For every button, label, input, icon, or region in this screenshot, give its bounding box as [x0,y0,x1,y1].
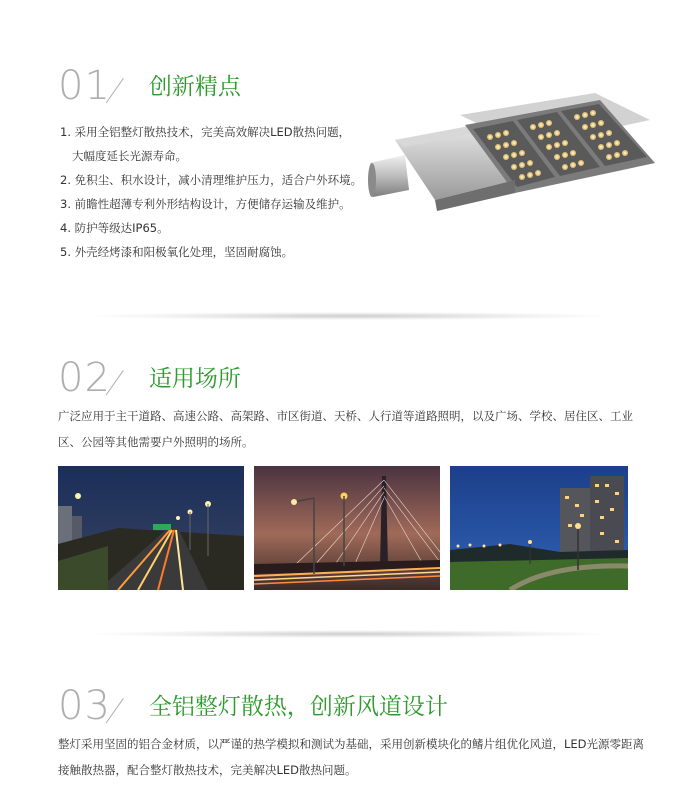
section-1-slash-divider [113,76,135,106]
section-1-number: 01 [58,63,111,109]
section-2-slash-divider [113,368,135,398]
feature-item-continuation [60,144,380,168]
section-2-description: 广泛应用于主干道路、高速公路、高架路、市区街道、天桥、人行道等道路照明，以及广场、学校、居住区、工业区、公园等其他需要户外照明的场所。 [58,409,633,449]
residential-night-photo [450,466,628,590]
section-2-number: 02 [58,355,111,401]
section-2-header [58,352,241,401]
section-1-header [58,60,241,109]
section-3-number: 03 [58,683,111,729]
section-divider [95,630,605,638]
led-street-lamp-image [365,85,665,225]
section-1-title: 创新精点 [148,74,241,100]
feature-item: 2. 免积尘、积水设计，减小清理维护压力，适合户外环境。 [60,173,363,187]
section-divider [95,312,605,320]
feature-item-continuation-text: 大幅度延长光源寿命。 [72,149,187,163]
section-3-slash-divider [113,696,135,726]
section-3-title: 全铝整灯散热，创新风道设计 [148,694,448,720]
feature-list [60,120,380,264]
highway-night-photo [58,466,244,590]
section-2-title: 适用场所 [148,366,241,392]
feature-item: 4. 防护等级达IP65。 [60,221,169,235]
section-3-description: 整灯采用坚固的铝合金材质，以严谨的热学模拟和测试为基础，采用创新模块化的鳍片组优化风道，LED光源零距离接触散热器，配合整灯散热技术，完美解决LED散热问题。 [58,737,645,777]
feature-item: 1. 采用全铝整灯散热技术，完美高效解决LED散热问题， [60,125,351,139]
feature-item: 3. 前瞻性超薄专利外形结构设计，方便储存运输及维护。 [60,197,351,211]
bridge-dusk-photo [254,466,440,590]
feature-item: 5. 外壳经烤漆和阳极氧化处理，坚固耐腐蚀。 [60,245,294,259]
section-3-header [58,680,448,729]
